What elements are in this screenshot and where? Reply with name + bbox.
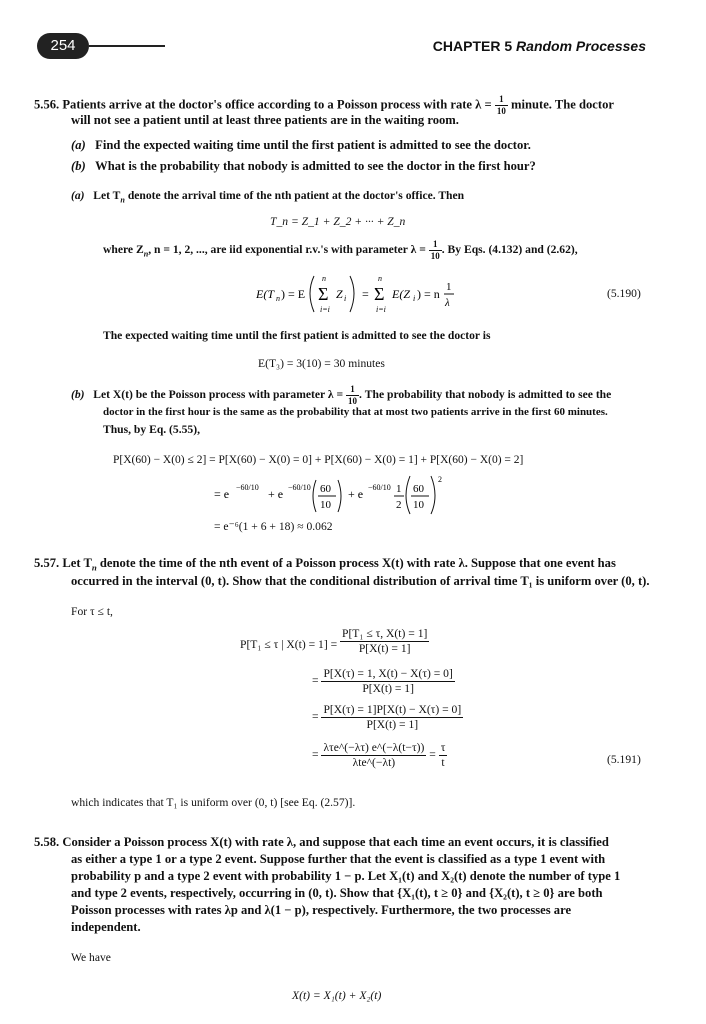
svg-text:Σ: Σ bbox=[318, 284, 329, 304]
svg-text:+ e: + e bbox=[268, 487, 284, 501]
svg-text:i=i: i=i bbox=[376, 305, 386, 314]
problem-5-58-line5: Poisson processes with rates λp and λ(1 − p), respectively. Furthermore, the two processes are bbox=[71, 903, 572, 917]
svg-text:= e: = e bbox=[214, 487, 230, 501]
svg-text:−60/10: −60/10 bbox=[236, 483, 259, 492]
svg-text:60: 60 bbox=[413, 483, 424, 495]
fraction-3: = $\frac{P[X(\tau) = 1]P[X(t) - X(\tau) = 0]}{P[X(t) = 1]}$ bbox=[312, 703, 462, 731]
where-line: where $Z_n$, n = 1, 2, ..., are iid exponential r.v.'s with parameter λ = $\frac{1}{10}$ . By Eqs. (4.132) and (2.62), bbox=[103, 239, 578, 261]
equation-tag-5-190: (5.190) bbox=[607, 287, 641, 300]
problem-5-56-statement: 5.56. Patients arrive at the doctor's office according to a Poisson process with rate λ = $\frac{1}{10}$ minute. The doctor bbox=[34, 94, 614, 116]
problem-5-56-statement-line2: will not see a patient until at least three patients are in the waiting room. bbox=[71, 113, 459, 127]
svg-text:E(Z: E(Z bbox=[392, 287, 410, 301]
problem-5-58-line4: and type 2 events, respectively, occurring in (0, t). Show that {X₁(t), t ≥ 0} and {X₂(t), t ≥ 0} are both bbox=[71, 886, 603, 900]
svg-text:10: 10 bbox=[320, 499, 331, 511]
fraction-2: = $\frac{P[X(\tau) = 1, X(t) - X(\tau) = 0]}{P[X(t) = 1]}$ bbox=[312, 667, 453, 695]
we-have: We have bbox=[71, 951, 111, 964]
svg-text:2: 2 bbox=[396, 499, 402, 511]
conclusion-5-57: which indicates that T₁ is uniform over (0, t) [see Eq. (2.57)]. bbox=[71, 796, 356, 809]
svg-text:−60/10: −60/10 bbox=[368, 483, 391, 492]
svg-text:Z: Z bbox=[336, 287, 343, 301]
solution-a-intro: (a) Let $T_n$ denote the arrival time of the nth patient at the doctor's office. Then bbox=[71, 189, 465, 205]
solution-b-line3: Thus, by Eq. (5.55), bbox=[103, 423, 200, 436]
problem-5-57-line2: occurred in the interval (0, t). Show that the conditional distribution of arrival time T₁ is uniform over (0, t). bbox=[71, 574, 650, 588]
equation-5-190 bbox=[256, 268, 456, 318]
chapter-heading bbox=[433, 38, 646, 54]
equation-b1: P[X(60) − X(0) ≤ 2] = P[X(60) − X(0) = 0] + P[X(60) − X(0) = 1] + P[X(60) − X(0) = 2] bbox=[113, 454, 524, 466]
svg-text:1: 1 bbox=[446, 281, 452, 293]
fraction-1: $\frac{\text{P[T₁ ≤ τ, X(t) = 1]}}{P[X(t) = 1]}$ bbox=[342, 627, 428, 655]
svg-text:n: n bbox=[378, 274, 382, 283]
problem-5-58-line1: 5.58. Consider a Poisson process X(t) with rate λ, and suppose that each time an event occurs, it is classified bbox=[34, 835, 609, 849]
question-a: (a) Find the expected waiting time until the first patient is admitted to see the doctor. bbox=[71, 138, 531, 152]
problem-5-58-line6: independent. bbox=[71, 920, 141, 934]
page-number: 254 bbox=[50, 37, 76, 54]
svg-text:Σ: Σ bbox=[374, 284, 385, 304]
equation-5-191-lhs: P[T₁ ≤ τ | X(t) = 1] = bbox=[240, 638, 338, 651]
expected-text: The expected waiting time until the first patient is admitted to see the doctor is bbox=[103, 329, 491, 342]
svg-text:60: 60 bbox=[320, 483, 331, 495]
fraction-4: = $\frac{\text{λτe\textasciicircum{}(−λτ) e\textasciicircum{}(−λ(t−τ))}}{\text{λte\textasciicircum{}(−λt)}}$ = $\frac{\tau}{t}$ bbox=[312, 741, 446, 769]
svg-text:=: = bbox=[362, 287, 369, 301]
svg-text:−60/10: −60/10 bbox=[288, 483, 311, 492]
svg-text:λ: λ bbox=[445, 297, 450, 309]
svg-text:1: 1 bbox=[396, 483, 402, 495]
solution-b-line2: doctor in the first hour is the same as the probability that at most two patients arrive in the first 60 minutes. bbox=[103, 406, 608, 418]
svg-text:i=i: i=i bbox=[320, 305, 330, 314]
equation-b3: = e⁻⁶(1 + 6 + 18) ≈ 0.062 bbox=[214, 520, 333, 533]
svg-text:2: 2 bbox=[438, 475, 442, 484]
svg-text:+ e: + e bbox=[348, 487, 364, 501]
equation-5-190-graphic bbox=[256, 268, 456, 318]
svg-text:i: i bbox=[344, 294, 347, 303]
svg-text:E(T: E(T bbox=[256, 287, 274, 301]
question-b: (b) What is the probability that nobody is admitted to see the doctor in the first hour? bbox=[71, 159, 536, 173]
equation-b2 bbox=[214, 472, 444, 516]
chapter-label: CHAPTER 5 bbox=[432, 38, 513, 54]
solution-b-intro: (b) Let X(t) be the Poisson process with parameter λ = $\frac{1}{10}$ . The probability that nobody is admitted to see the bbox=[71, 384, 612, 406]
problem-number: 5.56. bbox=[34, 97, 60, 112]
rate-fraction: $\frac{1}{10}$ bbox=[496, 94, 506, 116]
svg-text:10: 10 bbox=[413, 499, 424, 511]
problem-5-58-line2: as either a type 1 or a type 2 event. Suppose further that the event is classified as a type 1 event with bbox=[71, 852, 606, 866]
equation-tag-5-191: (5.191) bbox=[607, 753, 641, 766]
header-rule bbox=[89, 45, 165, 47]
svg-text:n: n bbox=[276, 294, 280, 303]
equation-et3: E(T₃) = 3(10) = 30 minutes bbox=[258, 357, 385, 370]
equation-b2-graphic bbox=[214, 472, 444, 516]
svg-text:) = n: ) = n bbox=[417, 287, 440, 301]
svg-text:n: n bbox=[322, 274, 326, 283]
problem-5-58-line3: probability p and a type 2 event with probability 1 − p. Let X₁(t) and X₂(t) denote the number of type 1 bbox=[71, 869, 621, 883]
svg-text:i: i bbox=[413, 294, 416, 303]
svg-text:) = E: ) = E bbox=[281, 287, 306, 301]
problem-5-57-statement: 5.57. Let $T_n$ denote the time of the nth event of a Poisson process X(t) with rate λ. Suppose that one event has bbox=[34, 556, 616, 573]
equation-xt: X(t) = X₁(t) + X₂(t) bbox=[292, 989, 382, 1002]
chapter-title: Random Processes bbox=[516, 38, 646, 54]
equation-tn: T_n = Z_1 + Z_2 + ··· + Z_n bbox=[270, 215, 406, 228]
for-tau: For τ ≤ t, bbox=[71, 605, 113, 618]
page-number-badge bbox=[37, 33, 89, 59]
